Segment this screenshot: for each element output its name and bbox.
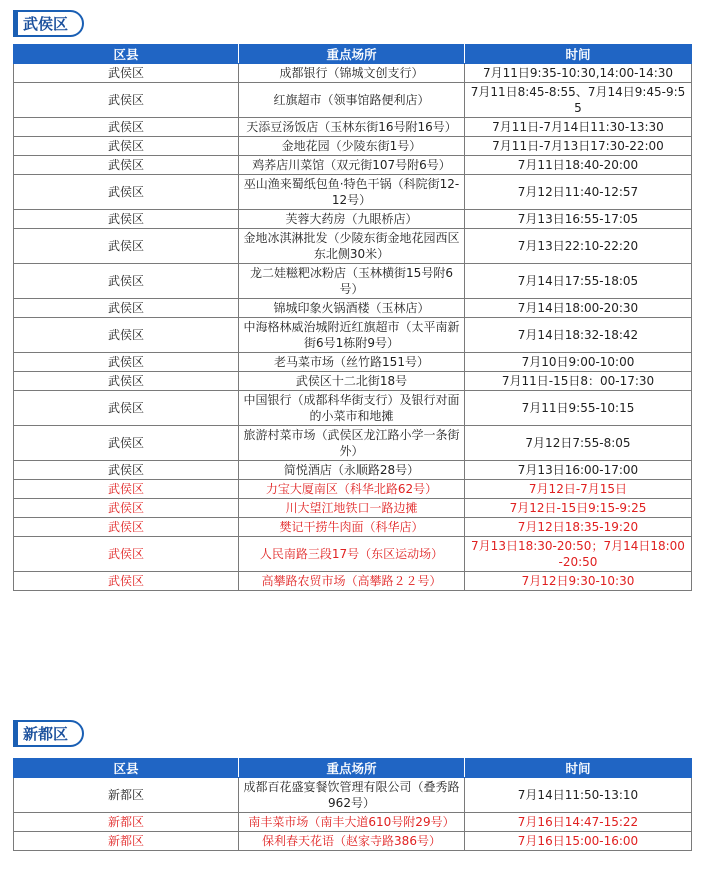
table-row bbox=[14, 210, 692, 229]
cell-area: 武侯区 bbox=[14, 264, 239, 299]
cell-area: 武侯区 bbox=[14, 572, 239, 591]
cell-place: 金地冰淇淋批发（少陵东街金地花园西区东北侧30米） bbox=[239, 229, 465, 264]
cell-place: 高攀路农贸市场（高攀路２２号） bbox=[239, 572, 465, 591]
table-row bbox=[14, 518, 692, 537]
cell-time: 7月11日18:40-20:00 bbox=[465, 156, 692, 175]
table-row bbox=[14, 572, 692, 591]
cell-time: 7月11日9:55-10:15 bbox=[465, 391, 692, 426]
cell-area: 武侯区 bbox=[14, 229, 239, 264]
table-row bbox=[14, 499, 692, 518]
cell-place: 鸡荞店川菜馆（双元街107号附6号） bbox=[239, 156, 465, 175]
cell-place: 芙蓉大药房（九眼桥店） bbox=[239, 210, 465, 229]
cell-place: 成都百花盛宴餐饮管理有限公司（叠秀路962号） bbox=[239, 778, 465, 813]
cell-time: 7月13日16:55-17:05 bbox=[465, 210, 692, 229]
cell-time: 7月12日18:35-19:20 bbox=[465, 518, 692, 537]
table-row bbox=[14, 426, 692, 461]
cell-time: 7月13日16:00-17:00 bbox=[465, 461, 692, 480]
cell-area: 武侯区 bbox=[14, 156, 239, 175]
table-row bbox=[14, 83, 692, 118]
table-row bbox=[14, 778, 692, 813]
table-body bbox=[14, 778, 692, 851]
cell-time: 7月16日15:00-16:00 bbox=[465, 832, 692, 851]
table-row bbox=[14, 299, 692, 318]
cell-place: 龙二娃糍粑冰粉店（玉林横街15号附6号） bbox=[239, 264, 465, 299]
cell-area: 武侯区 bbox=[14, 499, 239, 518]
cell-area: 武侯区 bbox=[14, 175, 239, 210]
header-area: 区县 bbox=[14, 45, 239, 64]
cell-area: 武侯区 bbox=[14, 210, 239, 229]
cell-place: 锦城印象火锅酒楼（玉林店） bbox=[239, 299, 465, 318]
cell-area: 武侯区 bbox=[14, 353, 239, 372]
cell-area: 武侯区 bbox=[14, 318, 239, 353]
table-row bbox=[14, 353, 692, 372]
cell-area: 武侯区 bbox=[14, 372, 239, 391]
cell-time: 7月16日14:47-15:22 bbox=[465, 813, 692, 832]
section-badge-xindu bbox=[13, 720, 84, 747]
cell-area: 武侯区 bbox=[14, 83, 239, 118]
cell-time: 7月12日-7月15日 bbox=[465, 480, 692, 499]
cell-area: 武侯区 bbox=[14, 537, 239, 572]
cell-time: 7月11日9:35-10:30,14:00-14:30 bbox=[465, 64, 692, 83]
table-header-row bbox=[14, 759, 692, 778]
table-row bbox=[14, 64, 692, 83]
cell-place: 红旗超市（领事馆路便利店） bbox=[239, 83, 465, 118]
cell-time: 7月13日18:30-20:50；7月14日18:00-20:50 bbox=[465, 537, 692, 572]
table-row bbox=[14, 264, 692, 299]
cell-area: 武侯区 bbox=[14, 299, 239, 318]
cell-place: 人民南路三段17号（东区运动场） bbox=[239, 537, 465, 572]
cell-time: 7月11日-7月14日11:30-13:30 bbox=[465, 118, 692, 137]
cell-place: 天添豆汤饭店（玉林东街16号附16号） bbox=[239, 118, 465, 137]
cell-time: 7月10日9:00-10:00 bbox=[465, 353, 692, 372]
cell-area: 武侯区 bbox=[14, 426, 239, 461]
table-row bbox=[14, 537, 692, 572]
cell-place: 力宝大厦南区（科华北路62号） bbox=[239, 480, 465, 499]
cell-area: 新都区 bbox=[14, 813, 239, 832]
cell-area: 武侯区 bbox=[14, 118, 239, 137]
cell-place: 武侯区十二北街18号 bbox=[239, 372, 465, 391]
cell-place: 旅游村菜市场（武侯区龙江路小学一条街外） bbox=[239, 426, 465, 461]
cell-time: 7月12日11:40-12:57 bbox=[465, 175, 692, 210]
cell-area: 新都区 bbox=[14, 778, 239, 813]
cell-place: 成都银行（锦城文创支行） bbox=[239, 64, 465, 83]
cell-time: 7月11日-7月13日17:30-22:00 bbox=[465, 137, 692, 156]
table-row bbox=[14, 137, 692, 156]
risk-table-xindu bbox=[13, 758, 692, 851]
cell-time: 7月12日-15日9:15-9:25 bbox=[465, 499, 692, 518]
cell-time: 7月11日8:45-8:55、7月14日9:45-9:55 bbox=[465, 83, 692, 118]
cell-time: 7月12日7:55-8:05 bbox=[465, 426, 692, 461]
table-row bbox=[14, 229, 692, 264]
cell-area: 武侯区 bbox=[14, 480, 239, 499]
table-row bbox=[14, 461, 692, 480]
cell-area: 武侯区 bbox=[14, 518, 239, 537]
table-row bbox=[14, 118, 692, 137]
cell-place: 川大望江地铁口一路边摊 bbox=[239, 499, 465, 518]
cell-area: 武侯区 bbox=[14, 64, 239, 83]
cell-area: 新都区 bbox=[14, 832, 239, 851]
table-row bbox=[14, 480, 692, 499]
cell-time: 7月11日-15日8：00-17:30 bbox=[465, 372, 692, 391]
header-place: 重点场所 bbox=[239, 45, 465, 64]
header-time: 时间 bbox=[465, 759, 692, 778]
table-row bbox=[14, 175, 692, 210]
cell-place: 中海格林威治城附近红旗超市（太平南新街6号1栋附9号） bbox=[239, 318, 465, 353]
cell-area: 武侯区 bbox=[14, 461, 239, 480]
section-badge-wuhou bbox=[13, 10, 84, 37]
section-title: 新都区 bbox=[23, 725, 69, 743]
cell-place: 南丰菜市场（南丰大道610号附29号） bbox=[239, 813, 465, 832]
risk-table-wuhou bbox=[13, 44, 692, 591]
cell-place: 金地花园（少陵东街1号） bbox=[239, 137, 465, 156]
cell-time: 7月14日11:50-13:10 bbox=[465, 778, 692, 813]
header-time: 时间 bbox=[465, 45, 692, 64]
header-place: 重点场所 bbox=[239, 759, 465, 778]
cell-time: 7月13日22:10-22:20 bbox=[465, 229, 692, 264]
cell-place: 老马菜市场（丝竹路151号） bbox=[239, 353, 465, 372]
cell-time: 7月14日17:55-18:05 bbox=[465, 264, 692, 299]
table-row bbox=[14, 156, 692, 175]
cell-place: 保利春天花语（赵家寺路386号） bbox=[239, 832, 465, 851]
cell-place: 简悦酒店（永顺路28号） bbox=[239, 461, 465, 480]
cell-time: 7月12日9:30-10:30 bbox=[465, 572, 692, 591]
cell-area: 武侯区 bbox=[14, 391, 239, 426]
table-row bbox=[14, 391, 692, 426]
cell-place: 巫山渔来蜀纸包鱼·特色干锅（科院街12-12号） bbox=[239, 175, 465, 210]
cell-place: 樊记干捞牛肉面（科华店） bbox=[239, 518, 465, 537]
table-row bbox=[14, 372, 692, 391]
cell-time: 7月14日18:32-18:42 bbox=[465, 318, 692, 353]
cell-area: 武侯区 bbox=[14, 137, 239, 156]
section-title: 武侯区 bbox=[23, 15, 69, 33]
table-row bbox=[14, 813, 692, 832]
cell-place: 中国银行（成都科华街支行）及银行对面的小菜市和地摊 bbox=[239, 391, 465, 426]
table-body bbox=[14, 64, 692, 591]
table-header-row bbox=[14, 45, 692, 64]
header-area: 区县 bbox=[14, 759, 239, 778]
table-row bbox=[14, 832, 692, 851]
cell-time: 7月14日18:00-20:30 bbox=[465, 299, 692, 318]
table-row bbox=[14, 318, 692, 353]
